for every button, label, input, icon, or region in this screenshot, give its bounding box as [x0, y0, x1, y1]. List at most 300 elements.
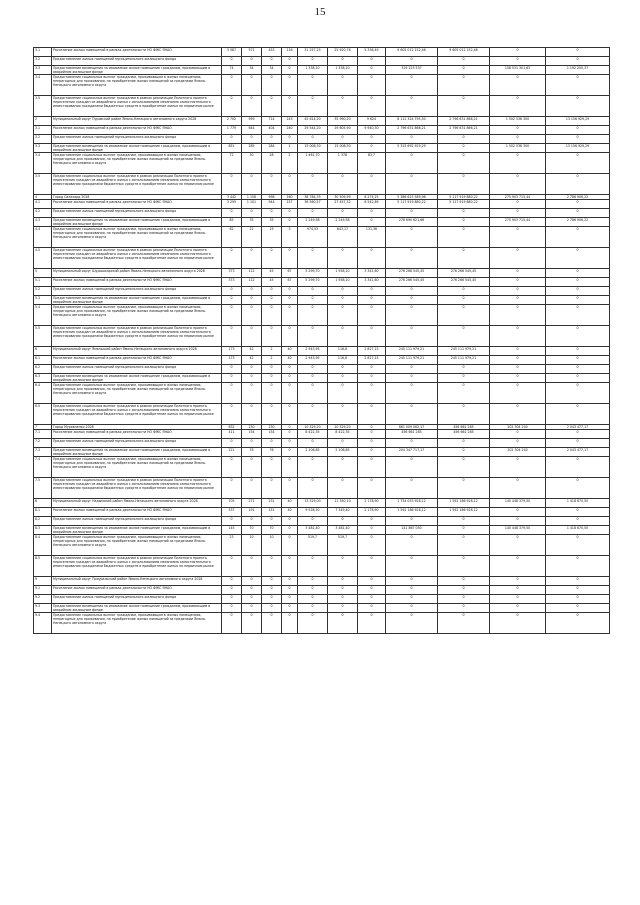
row-value: 0 [242, 135, 262, 144]
row-value: 998 [262, 195, 282, 200]
row-value: 0 [242, 365, 262, 374]
row-value: 2 043 477,17 [546, 448, 610, 457]
row-value: 0 [262, 404, 282, 425]
row-value: 230 [242, 425, 262, 430]
row-value: 0 [328, 135, 358, 144]
row-value: 0 [262, 586, 282, 595]
row-value: 0 [328, 556, 358, 577]
row-value: 1 592 186 928,12 [438, 508, 490, 517]
row-value: 0 [242, 248, 262, 269]
row-value: 0 [438, 457, 490, 478]
row-value: 0 [546, 75, 610, 96]
row-value: 9 605 012 152,46 [438, 48, 490, 57]
row-value: 0 [490, 457, 546, 478]
table-row [34, 457, 610, 478]
row-value: 141 867 050 [386, 526, 438, 535]
row-value: 0 [490, 209, 546, 218]
row-value: 0 [222, 613, 242, 634]
row-description: Предоставление жилых помещений муниципального жилищного фонда [52, 135, 222, 144]
row-value: 0 [242, 374, 262, 383]
row-value: 0 [438, 57, 490, 66]
row-value: 0 [242, 577, 262, 586]
row-value: 0 [222, 174, 242, 195]
row-value: 76 [242, 448, 262, 457]
row-value: 0 [298, 209, 328, 218]
row-value: 1 418 670,50 [546, 499, 610, 508]
row-description: Муниципальный округ Ямальский район Ямало-Ненецкого автономного округа 2028 [52, 347, 222, 356]
row-value: 0 [298, 96, 328, 117]
row-value: 5 386 615 589,98 [386, 195, 438, 200]
table-row [34, 439, 610, 448]
row-value: 67 [282, 269, 298, 278]
row-value: 173 [222, 356, 242, 365]
row-description: Предоставление возмещения за изымаемое жилое помещение гражданам, проживающим в аварийном жилищном фонде [52, 144, 222, 153]
row-value: 2 796 631 866,21 [438, 126, 490, 135]
row-value: 0 [490, 269, 546, 278]
row-value: 0 [358, 526, 386, 535]
row-value: 0 [490, 404, 546, 425]
row-value: 0 [438, 374, 490, 383]
row-value: 70 [242, 526, 262, 535]
row-value: 1 418 670,50 [546, 526, 610, 535]
row-value: 131,36 [358, 227, 386, 248]
row-value: 13 156 929,29 [546, 117, 610, 126]
row-value: 0 [282, 457, 298, 478]
row-value: 0 [222, 57, 242, 66]
row-value: 0 [242, 75, 262, 96]
table-row [34, 365, 610, 374]
row-value: 83,7 [358, 153, 386, 174]
row-value: 2 786 906,22 [546, 195, 610, 200]
row-number: 7.1 [34, 430, 52, 439]
row-value: 0 [282, 439, 298, 448]
row-value: 0 [386, 96, 438, 117]
row-description: Предоставление возмещения за изымаемое жилое помещение гражданам, проживающим в аварийном жилищном фонде [52, 374, 222, 383]
row-description: Расселение жилых помещений в рамках деятельности НО ФЖС ЯНАО [52, 356, 222, 365]
row-value: 0 [242, 517, 262, 526]
row-value: 0 [438, 248, 490, 269]
row-value: 0 [546, 535, 610, 556]
row-number: 8 [34, 499, 52, 508]
row-value: 0 [282, 57, 298, 66]
row-value: 0 [386, 613, 438, 634]
table-row [34, 586, 610, 595]
row-number: 4.3 [34, 218, 52, 227]
row-value: 5 117 919 880,22 [438, 195, 490, 200]
row-value: 0 [222, 96, 242, 117]
row-value: 0 [282, 430, 298, 439]
row-value: 8 422,35 [298, 430, 328, 439]
table-row [34, 278, 610, 287]
row-value: 0 [358, 374, 386, 383]
row-value: 76 [262, 448, 282, 457]
row-description: Предоставление социальных выплат гражданам, проживающим в жилых помещениях, непригодных для проживания, на приобретение жилых помещений за пределами Ямало-Ненецкого автономного округа [52, 153, 222, 174]
row-number: 3.5 [34, 96, 52, 117]
row-value: 0 [298, 457, 328, 478]
row-value: 2 043 477,17 [546, 425, 610, 430]
data-table [33, 47, 610, 634]
row-value: 0 [298, 174, 328, 195]
row-value: 0 [282, 577, 298, 586]
row-value: 38 784,35 [298, 195, 328, 200]
row-value: 0 [222, 457, 242, 478]
row-value: 0 [490, 577, 546, 586]
row-description: Предоставление жилых помещений муниципального жилищного фонда [52, 57, 222, 66]
row-value: 0 [386, 517, 438, 526]
row-value: 0 [490, 278, 546, 287]
row-value: 0 [358, 586, 386, 595]
row-value: 0 [358, 448, 386, 457]
row-value: 0 [242, 57, 262, 66]
row-value: 0 [222, 595, 242, 604]
row-value: 10 529,20 [298, 425, 328, 430]
row-value: 0 [358, 604, 386, 613]
row-value: 0 [298, 439, 328, 448]
row-value: 0 [282, 218, 298, 227]
row-number: 8.3 [34, 526, 52, 535]
row-number: 5.5 [34, 326, 52, 347]
row-value: 0 [490, 613, 546, 634]
row-value: 373 [222, 278, 242, 287]
row-value: 0 [298, 326, 328, 347]
row-description: Предоставление жилых помещений муниципального жилищного фонда [52, 439, 222, 448]
row-value: 42 [242, 347, 262, 356]
row-value: 28 [262, 153, 282, 174]
row-value: 0 [282, 613, 298, 634]
row-value: 0 [546, 517, 610, 526]
row-value: 25 920,76 [328, 48, 358, 57]
row-description: Предоставление социальных выплат гражданам, проживающим в жилых помещениях, непригодных для проживания, на приобретение жилых помещений за пределами Ямало-Ненецкого автономного округа [52, 383, 222, 404]
row-value: 3 587 [222, 48, 242, 57]
row-value: 0 [490, 287, 546, 296]
row-description: Предоставление возмещения за изымаемое жилое помещение гражданам, проживающим в аварийном жилищном фонде [52, 66, 222, 75]
row-value: 0 [358, 383, 386, 404]
row-value: 202 304 240 [490, 425, 546, 430]
table-row [34, 517, 610, 526]
row-value: 13 529,00 [298, 499, 328, 508]
row-value: 0 [242, 326, 262, 347]
table-row [34, 604, 610, 613]
row-value: 140 448 379,50 [490, 499, 546, 508]
table-row [34, 448, 610, 457]
row-number: 9.3 [34, 604, 52, 613]
row-value: 0 [490, 200, 546, 209]
row-value: 0 [358, 75, 386, 96]
row-value: 116,8 [328, 347, 358, 356]
row-value: 0 [222, 135, 242, 144]
row-value: 0 [438, 517, 490, 526]
row-value: 0 [358, 305, 386, 326]
row-value: 456 661 285 [438, 430, 490, 439]
row-number: 7.3 [34, 448, 52, 457]
row-value: 0 [298, 75, 328, 96]
row-value: 0 [242, 287, 262, 296]
row-value: 3 295 [222, 200, 242, 209]
row-value: 0 [282, 135, 298, 144]
row-value: 0 [490, 586, 546, 595]
row-value: 2 786 906,22 [546, 218, 610, 227]
table-row [34, 248, 610, 269]
table-row [34, 526, 610, 535]
row-value: 0 [358, 287, 386, 296]
row-value: 0 [298, 287, 328, 296]
row-number: 5 [34, 269, 52, 278]
row-value: 45 [262, 269, 282, 278]
table-row [34, 209, 610, 218]
row-value: 0 [328, 478, 358, 499]
row-value: 72 [222, 153, 242, 174]
row-number: 4.1 [34, 200, 52, 209]
row-value: 0 [328, 287, 358, 296]
row-value: 9 528,30 [298, 508, 328, 517]
row-value: 10 [262, 535, 282, 556]
row-value: 0 [490, 135, 546, 144]
row-value: 843,17 [328, 227, 358, 248]
row-value: 0 [262, 326, 282, 347]
row-value: 0 [490, 604, 546, 613]
row-value: 85 [222, 218, 242, 227]
row-value: 0 [546, 209, 610, 218]
row-value: 0 [242, 595, 262, 604]
row-value: 0 [358, 517, 386, 526]
row-value: 0 [262, 57, 282, 66]
row-value: 0 [386, 326, 438, 347]
row-value: 0 [546, 439, 610, 448]
row-value: 9 624 [358, 117, 386, 126]
row-value: 10 529,20 [328, 425, 358, 430]
row-value: 0 [242, 613, 262, 634]
row-value: 0 [262, 577, 282, 586]
row-value: 230 [262, 425, 282, 430]
row-value: 0 [358, 209, 386, 218]
row-value: 243 [282, 117, 298, 126]
row-value: 0 [262, 135, 282, 144]
row-value: 5 299,70 [298, 278, 328, 287]
row-value: 40 [282, 347, 298, 356]
table-row [34, 326, 610, 347]
row-value: 0 [242, 383, 262, 404]
row-number: 3.3 [34, 66, 52, 75]
row-value: 0 [546, 126, 610, 135]
row-value: 0 [328, 296, 358, 305]
row-value: 0 [298, 556, 328, 577]
row-value: 0 [262, 174, 282, 195]
row-value: 8 112 324 795,50 [386, 117, 438, 126]
row-value: 0 [262, 305, 282, 326]
row-value: 2 178,90 [358, 499, 386, 508]
row-value: 571 [242, 48, 262, 57]
row-value: 40 [282, 356, 298, 365]
row-value: 1 779 [222, 126, 242, 135]
row-value: 0 [490, 595, 546, 604]
row-value: 0 [282, 448, 298, 457]
table-row [34, 48, 610, 57]
row-value: 0 [490, 556, 546, 577]
row-value: 0 [386, 404, 438, 425]
row-number: 2 [34, 117, 52, 126]
row-value: 0 [546, 586, 610, 595]
row-description: Предоставление возмещения за изымаемое жилое помещение гражданам, проживающим в аварийном жилищном фонде [52, 218, 222, 227]
row-description: Предоставление социальных выплат гражданам в рамках реализации Пилотного проекта переселения граждан из аварийного жилья с использованием механизма самостоятельного инвестирования гражданами бюджетных средств в приобретение жилья на первичном рынке [52, 174, 222, 195]
row-description: Предоставление жилых помещений муниципального жилищного фонда [52, 287, 222, 296]
row-value: 0 [282, 75, 298, 96]
row-value: 404 [262, 126, 282, 135]
row-value: 62 [222, 227, 242, 248]
row-value: 0 [438, 586, 490, 595]
row-number: 3.4 [34, 153, 52, 174]
row-value: 0 [282, 66, 298, 75]
row-value: 0 [222, 586, 242, 595]
row-value: 0 [222, 439, 242, 448]
row-value: 2 249,58 [328, 218, 358, 227]
row-value: 0 [358, 296, 386, 305]
row-value: 0 [386, 296, 438, 305]
row-value: 0 [282, 556, 298, 577]
row-description: Предоставление социальных выплат гражданам в рамках реализации Пилотного проекта переселения граждан из аварийного жилья с использованием механизма самостоятельного инвестирования гражданами бюджетных средств в приобретение жилья на первичном рынке [52, 478, 222, 499]
row-value: 1 [282, 144, 298, 153]
row-value: 1 502 536 300 [490, 144, 546, 153]
row-value: 0 [358, 430, 386, 439]
row-value: 0 [490, 57, 546, 66]
row-value: 0 [222, 287, 242, 296]
row-value: 0 [490, 517, 546, 526]
row-value: 0 [298, 374, 328, 383]
row-number: 3.1 [34, 126, 52, 135]
row-number: 3.2 [34, 57, 52, 66]
row-value: 0 [328, 374, 358, 383]
table-row [34, 508, 610, 517]
row-value: 0 [490, 439, 546, 448]
row-value: 245 111 979,21 [438, 356, 490, 365]
row-value: 2 796 631 866,21 [438, 117, 490, 126]
row-number: 4.5 [34, 248, 52, 269]
row-description: Предоставление жилых помещений муниципального жилищного фонда [52, 365, 222, 374]
row-value: 0 [438, 535, 490, 556]
row-value: 0 [546, 508, 610, 517]
table-row [34, 305, 610, 326]
row-value: 9 940,30 [358, 126, 386, 135]
row-value: 13 156 929,29 [546, 144, 610, 153]
row-value: 202 304 240 [490, 448, 546, 457]
row-value: 0 [358, 613, 386, 634]
row-description: Предоставление социальных выплат гражданам, проживающим в жилых помещениях, непригодных для проживания, на приобретение жилых помещений за пределами Ямало-Ненецкого автономного округа [52, 613, 222, 634]
row-value: 0 [328, 75, 358, 96]
row-value: 221 [222, 448, 242, 457]
row-value: 0 [358, 556, 386, 577]
row-value: 0 [386, 604, 438, 613]
row-value: 5 336,49 [358, 48, 386, 57]
row-description: Предоставление жилых помещений муниципального жилищного фонда [52, 595, 222, 604]
row-value: 116 [282, 48, 298, 57]
row-value: 0 [298, 595, 328, 604]
row-value: 0 [546, 227, 610, 248]
row-value: 173 [222, 347, 242, 356]
row-value: 158 531 301,63 [490, 66, 546, 75]
row-value: 0 [438, 144, 490, 153]
row-value: 1 734 053 928,12 [386, 499, 438, 508]
row-value: 0 [546, 404, 610, 425]
row-value: 0 [282, 404, 298, 425]
row-value: 0 [438, 365, 490, 374]
row-value: 0 [298, 305, 328, 326]
row-value: 0 [546, 287, 610, 296]
row-value: 0 [298, 613, 328, 634]
row-value: 0 [358, 577, 386, 586]
row-value: 0 [242, 478, 262, 499]
row-value: 714 [262, 117, 282, 126]
row-value: 0 [438, 326, 490, 347]
row-description: Предоставление возмещения за изымаемое жилое помещение гражданам, проживающим в аварийном жилищном фонде [52, 604, 222, 613]
row-value: 0 [546, 248, 610, 269]
row-value: 0 [438, 577, 490, 586]
table-row [34, 287, 610, 296]
row-number: 9.1 [34, 586, 52, 595]
row-value: 0 [328, 326, 358, 347]
row-value: 0 [328, 174, 358, 195]
row-value: 0 [282, 365, 298, 374]
row-value: 0 [490, 153, 546, 174]
row-value: 0 [222, 305, 242, 326]
row-value: 0 [546, 365, 610, 374]
row-value: 0 [386, 478, 438, 499]
row-value: 456 661 285 [438, 425, 490, 430]
table-row [34, 383, 610, 404]
row-value: 0 [386, 457, 438, 478]
row-value: 0 [438, 595, 490, 604]
row-value: 140 448 379,50 [490, 526, 546, 535]
row-value: 0 [328, 305, 358, 326]
row-value: 231 [262, 499, 282, 508]
row-description: Предоставление социальных выплат гражданам, проживающим в жилых помещениях, непригодных для проживания, на приобретение жилых помещений за пределами Ямало-Ненецкого автономного округа [52, 227, 222, 248]
row-value: 271 [242, 499, 262, 508]
table-row [34, 66, 610, 75]
row-value: 0 [298, 586, 328, 595]
table-row [34, 374, 610, 383]
row-value: 36 560,57 [298, 200, 328, 209]
row-value: 2 827,15 [358, 347, 386, 356]
row-value: 35 [262, 218, 282, 227]
row-value: 0 [282, 478, 298, 499]
row-value: 0 [438, 556, 490, 577]
table-row [34, 153, 610, 174]
row-value: 2 796 631 866,21 [386, 126, 438, 135]
row-value: 8 422,35 [328, 430, 358, 439]
table-row [34, 96, 610, 117]
row-value: 275 903 715,44 [490, 195, 546, 200]
row-value: 0 [490, 508, 546, 517]
row-description: Предоставление возмещения за изымаемое жилое помещение гражданам, проживающим в аварийном жилищном фонде [52, 526, 222, 535]
row-value: 2 943,95 [298, 347, 328, 356]
row-value: 0 [328, 457, 358, 478]
row-value: 0 [386, 365, 438, 374]
row-value: 30 509,99 [328, 195, 358, 200]
row-value: 0 [222, 404, 242, 425]
row-value: 1 158 [242, 195, 262, 200]
row-value: 0 [386, 439, 438, 448]
row-value: 0 [490, 126, 546, 135]
row-value: 284 [262, 144, 282, 153]
table-row [34, 499, 610, 508]
row-value: 0 [490, 347, 546, 356]
row-value: 0 [242, 174, 262, 195]
row-value: 632 [222, 425, 242, 430]
row-value: 0 [298, 248, 328, 269]
row-value: 0 [546, 383, 610, 404]
row-value: 0 [386, 586, 438, 595]
row-value: 537 [222, 508, 242, 517]
row-value: 160 [282, 195, 298, 200]
row-value: 3 481,40 [298, 526, 328, 535]
